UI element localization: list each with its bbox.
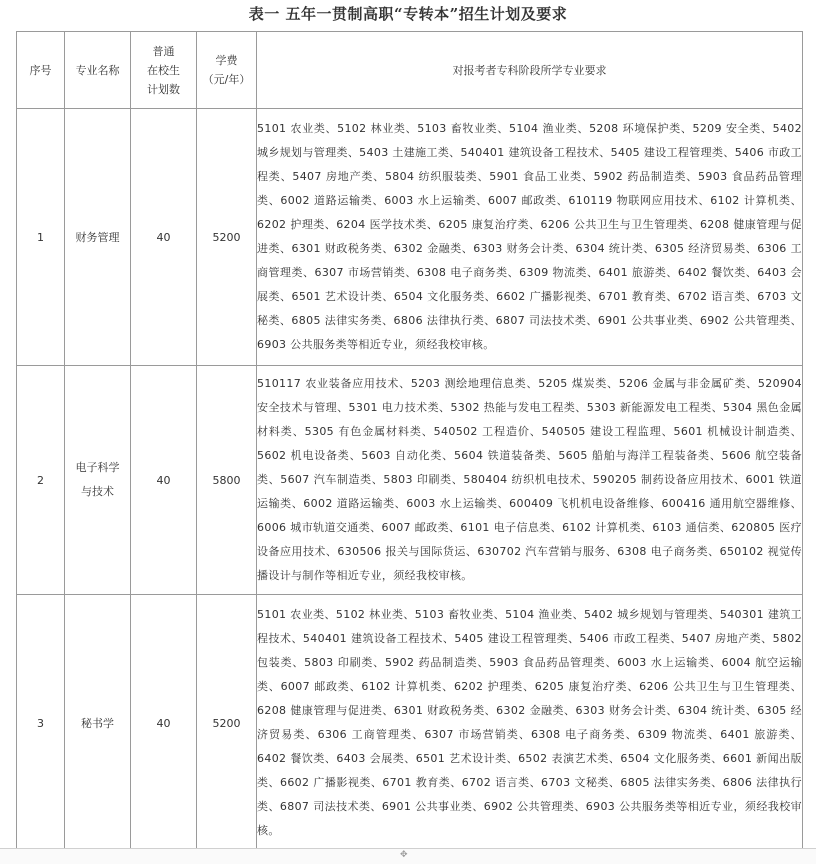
- page-footer-strip: [0, 848, 816, 864]
- header-fee-line2: （元/年）: [202, 73, 251, 86]
- table-row: [17, 366, 803, 595]
- row-major: [65, 595, 131, 852]
- row-requirement: 510117 农业装备应用技术、5203 测绘地理信息类、5205 煤炭类、5206 金属与非金属矿类、520904 安全技术与管理、5301 电力技术类、5302 热能与发电工程类、5303 新能源发电工程类、5304 黑色金属材料类、5305 有色金属材料类、540502 工程造价、540505 建设工程监理、5601 机械设计制造类、5602 机电设备类、5603 自动化类、5604 铁道装备类、5605 船舶与海洋工程装备类、5606 航空装备类、5607 汽车制造类、5803 印刷类、580404 纺织机电技术、590205 制药设备应用技术、6001 铁道运输类、6002 道路运输类、6003 水上运输类、600409 飞机机电设备维修、600416 通用航空器维修、6006 城市轨道交通类、6007 邮政类、6101 电子信息类、6102 计算机类、6103 通信类、620805 医疗设备应用技术、630506 报关与国际货运、630702 汽车营销与服务、6308 电子商务类、650102 视觉传播设计与制作等相近专业，须经我校审核。: [257, 366, 803, 595]
- table-header-row: [17, 32, 803, 109]
- page-title: 表一 五年一贯制高职“专转本”招生计划及要求: [248, 5, 568, 23]
- row-major: [65, 109, 131, 366]
- header-fee-line1: 学费: [215, 54, 238, 67]
- row-major-line1: 秘书学: [81, 717, 114, 730]
- row-requirement: 5101 农业类、5102 林业类、5103 畜牧业类、5104 渔业类、5402 城乡规划与管理类、540301 建筑工程技术、540401 建筑设备工程技术、5405 建设工程管理类、5406 市政工程类、5407 房地产类、5802 包装类、5803 印刷类、5902 药品制造类、5903 食品药品管理类、6003 水上运输类、6004 航空运输类、6007 邮政类、6102 计算机类、6202 护理类、6205 康复治疗类、6206 公共卫生与卫生管理类、6208 健康管理与促进类、6301 财政税务类、6302 金融类、6303 财务会计类、6304 统计类、6305 经济贸易类、6306 工商管理类、6307 市场营销类、6308 电子商务类、6309 物流类、6401 旅游类、6402 餐饮类、6403 会展类、6501 艺术设计类、6502 表演艺术类、6504 文化服务类、6601 新闻出版类、6602 广播影视类、6701 教育类、6702 语言类、6703 文秘类、6805 法律实务类、6806 法律执行类、6807 司法技术类、6901 公共事业类、6902 公共管理类、6903 公共服务类等相近专业，须经我校审核。: [257, 595, 803, 852]
- header-seq: 序号: [17, 32, 65, 109]
- row-fee: 5800: [197, 366, 257, 595]
- row-major-line1: 电子科学: [75, 461, 120, 474]
- header-fee: [197, 32, 257, 109]
- row-seq: 2: [17, 366, 65, 595]
- table-row: [17, 595, 803, 852]
- header-major: 专业名称: [65, 32, 131, 109]
- row-quota: 40: [131, 366, 197, 595]
- table-row: [17, 109, 803, 366]
- row-seq: 3: [17, 595, 65, 852]
- row-quota: 40: [131, 595, 197, 852]
- header-requirement: 对报考者专科阶段所学专业要求: [257, 32, 803, 109]
- header-quota-line2: 在校生: [147, 63, 180, 77]
- row-fee: 5200: [197, 109, 257, 366]
- header-quota-line3: 计划数: [147, 82, 180, 96]
- enrollment-plan-table: [16, 31, 803, 852]
- row-seq: 1: [17, 109, 65, 366]
- row-major-line2: 与技术: [81, 485, 114, 498]
- table-move-handle-icon[interactable]: ✥: [400, 850, 408, 860]
- header-quota: [131, 32, 197, 109]
- row-quota: 40: [131, 109, 197, 366]
- row-requirement: 5101 农业类、5102 林业类、5103 畜牧业类、5104 渔业类、5208 环境保护类、5209 安全类、5402 城乡规划与管理类、5403 土建施工类、540401 建筑设备工程技术、5405 建设工程管理类、5406 市政工程类、5407 房地产类、5804 纺织服装类、5901 食品工业类、5902 药品制造类、5903 食品药品管理类、6002 道路运输类、6003 水上运输类、6007 邮政类、610119 物联网应用技术、6102 计算机类、6202 护理类、6204 医学技术类、6205 康复治疗类、6206 公共卫生与卫生管理类、6208 健康管理与促进类、6301 财政税务类、6302 金融类、6303 财务会计类、6304 统计类、6305 经济贸易类、6306 工商管理类、6307 市场营销类、6308 电子商务类、6309 物流类、6401 旅游类、6402 餐饮类、6403 会展类、6501 艺术设计类、6504 文化服务类、6602 广播影视类、6701 教育类、6702 语言类、6703 文秘类、6805 法律实务类、6806 法律执行类、6807 司法技术类、6901 公共事业类、6902 公共管理类、6903 公共服务类等相近专业，须经我校审核。: [257, 109, 803, 366]
- row-major-line1: 财务管理: [75, 231, 120, 244]
- row-fee: 5200: [197, 595, 257, 852]
- row-major: [65, 366, 131, 595]
- header-quota-line1: 普通: [152, 44, 175, 58]
